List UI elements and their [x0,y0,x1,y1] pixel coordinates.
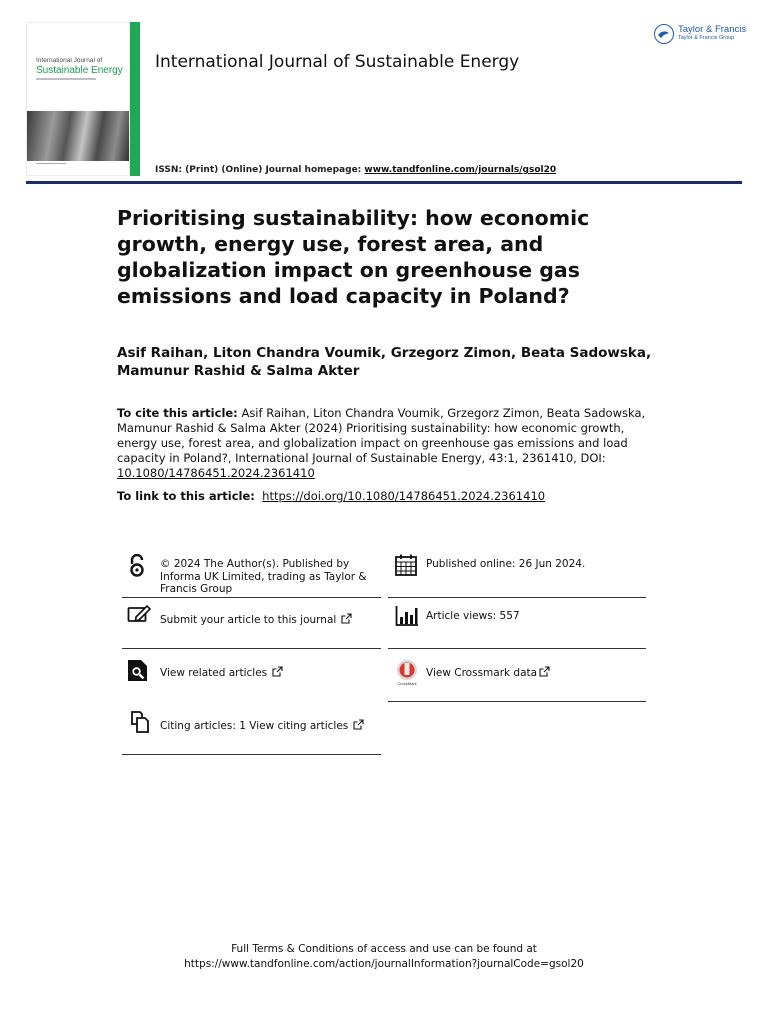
header-divider [26,181,742,184]
article-views-icon [395,604,419,628]
external-link-icon [539,666,550,677]
footer-line-1: Full Terms & Conditions of access and use can be found at [231,943,537,955]
footer-terms [0,942,768,972]
external-link-icon [272,666,283,677]
calendar-icon [394,553,418,577]
cite-doi-link[interactable]: 10.1080/14786451.2024.2361410 [117,466,315,480]
open-access-icon [125,554,149,578]
row-divider [122,754,381,755]
journal-title: International Journal of Sustainable Energy [155,52,520,72]
crossmark-label: View Crossmark data [426,667,538,679]
citing-articles-label: Citing articles: 1 View citing articles [160,720,349,732]
external-link-icon [353,719,364,730]
article-views-text: Article views: 557 [426,610,520,622]
cite-text: Asif Raihan, Liton Chandra Voumik, Grzegorz Zimon, Beata Sadowska, Mamunur Rashid & Salma Akter (2024) Prioritising sustainability: how economic growth, energy use, forest area, and globalization impact on greenhouse gas emissions and load capacity in Poland?, International Journal of Sustainable Energy, 43:1, 2361410, DOI: [117,406,646,465]
article-authors: Asif Raihan, Liton Chandra Voumik, Grzegorz Zimon, Beata Sadowska, Mamunur Rashid & Salma Akter [117,345,652,379]
tf-logo-icon [654,24,674,44]
crossmark-icon [395,659,419,686]
journal-cover [26,22,130,176]
crossmark-badge-text: CrossMark [397,681,417,686]
external-link-icon [341,613,352,624]
submit-article-icon [127,604,151,628]
cover-green-bar [130,22,140,176]
row-divider [122,648,381,649]
row-divider [388,597,646,598]
cite-label: To cite this article: [117,406,238,420]
published-online-text: Published online: 26 Jun 2024. [426,558,586,570]
tf-logo-subtext: Taylor & Francis Group [678,35,735,41]
cover-title-big: Sustainable Energy [36,65,123,76]
related-articles-icon [126,658,150,682]
cover-publisher-logo [36,163,66,170]
submit-article-link[interactable] [160,613,385,627]
citing-articles-link[interactable] [160,719,385,733]
cover-subtitle-bar [36,78,96,80]
crossmark-link[interactable] [426,666,646,680]
journal-homepage-link[interactable]: www.tandfonline.com/journals/gsol20 [364,165,557,175]
related-articles-link[interactable] [160,666,385,680]
issn-line [155,165,556,175]
row-divider [122,597,381,598]
cover-photo [27,111,129,161]
tf-logo-text: Taylor & Francis [678,24,747,35]
citation-block [117,406,647,481]
submit-article-label: Submit your article to this journal [160,614,337,626]
related-articles-label: View related articles [160,667,268,679]
footer-terms-link[interactable]: https://www.tandfonline.com/action/journalInformation?journalCode=gsol20 [184,958,584,970]
article-link-block [117,489,677,504]
row-divider [388,648,646,649]
cover-title-small: International Journal of [36,57,103,64]
issn-label: ISSN: (Print) (Online) Journal homepage: [155,165,365,175]
link-label: To link to this article: [117,489,255,503]
article-doi-link[interactable]: https://doi.org/10.1080/14786451.2024.2361410 [262,489,546,503]
row-divider [388,701,646,702]
citing-articles-icon [127,710,151,734]
taylor-francis-logo[interactable] [654,22,754,48]
article-title: Prioritising sustainability: how economic growth, energy use, forest area, and globalization impact on greenhouse gas emissions and load capacity in Poland? [117,206,590,308]
open-access-text: © 2024 The Author(s). Published by Informa UK Limited, trading as Taylor & Francis Group [160,558,367,595]
